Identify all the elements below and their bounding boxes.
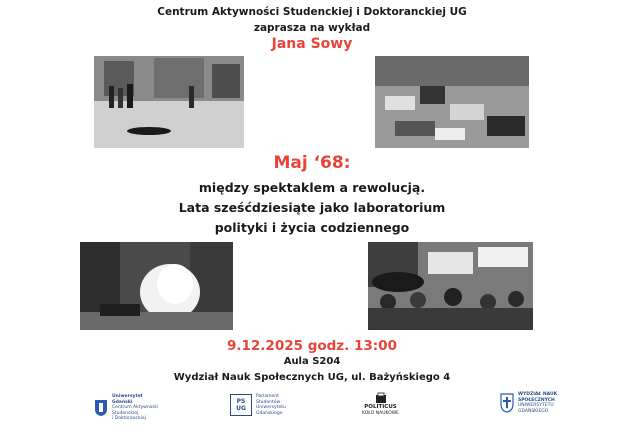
wns-shield-icon [500, 393, 514, 413]
photo-burning-barricade [80, 242, 233, 330]
event-room: Aula S204 [283, 356, 341, 367]
speaker-name: Jana Sowy [271, 36, 353, 52]
event-address: Wydział Nauk Społecznych UG, ul. Bażyńskiego 4 [173, 372, 451, 383]
ug-shield-icon [94, 399, 108, 417]
politicus-name: POLITICUS [364, 404, 397, 410]
psug-mark: PS UG [230, 394, 252, 416]
politicus-logo [362, 392, 399, 416]
wns-logo-line4: GDAŃSKIEGO [518, 408, 549, 414]
politicus-ballot-icon [375, 392, 387, 404]
ug-logo [94, 394, 159, 422]
photo-overturned-cars [375, 56, 529, 148]
wns-logo-line1: WYDZIAŁ NAUK [518, 392, 558, 397]
ug-logo-line3: Centrum Aktywności [112, 405, 159, 410]
psug-logo-line2: Studentów [256, 399, 281, 405]
wns-logo-line3: UNIWERSYTETU [518, 403, 554, 408]
ug-logo-line5: i Doktoranckiej [112, 416, 146, 421]
photo-street-scene [94, 56, 244, 148]
ug-logo-line4: Studenckiej [112, 410, 139, 416]
wns-logo [500, 392, 557, 414]
invite-line: zaprasza na wykład [253, 22, 371, 34]
politicus-line1: KOŁO NAUKOWE [362, 410, 400, 416]
subtitle-line-2: Lata sześćdziesiąte jako laboratorium [178, 200, 446, 215]
psug-logo-line4: Gdańskiego [256, 410, 283, 416]
event-datetime: 9.12.2025 godz. 13:00 [227, 338, 397, 354]
subtitle-line-3: polityki i życia codziennego [214, 220, 410, 235]
psug-logo [230, 394, 286, 416]
psug-logo-line1: Parlament [256, 394, 279, 399]
ug-logo-line2: Gdański [112, 399, 133, 405]
ug-logo-line1: Uniwersytet [112, 394, 143, 399]
lecture-title: Maj ‘68: [273, 153, 351, 173]
psug-logo-line3: Uniwersytetu [256, 405, 286, 410]
subtitle-line-1: między spektaklem a rewolucją. [198, 180, 426, 195]
organizer-line: Centrum Aktywności Studenckiej i Doktoranckiej UG [157, 6, 467, 18]
wns-logo-line2: SPOŁECZNYCH [518, 397, 555, 403]
photo-demonstrators [368, 242, 533, 330]
